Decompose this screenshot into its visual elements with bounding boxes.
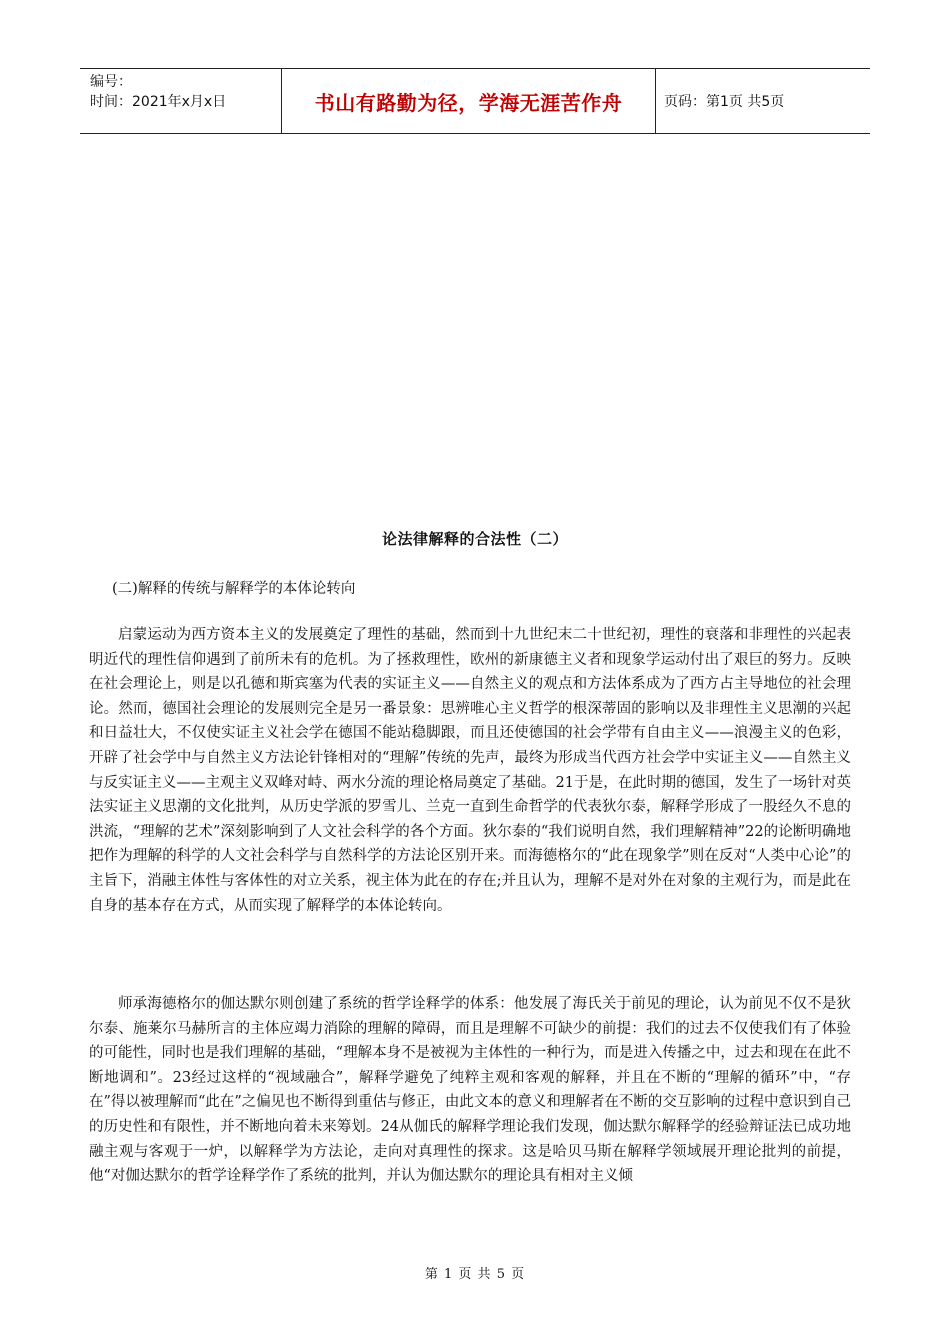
number-label: 编号： <box>90 74 132 90</box>
document-title: 论法律解释的合法性（二） <box>381 530 568 548</box>
section-subheading: (二)解释的传统与解释学的本体论转向 <box>112 581 356 597</box>
page-header <box>80 68 870 134</box>
header-motto-cell <box>282 69 656 133</box>
time-label: 时间：2021年x月x日 <box>90 94 227 110</box>
header-meta <box>80 69 282 133</box>
body-paragraph-1: 启蒙运动为西方资本主义的发展奠定了理性的基础，然而到十九世纪末二十世纪初，理性的衰落和非理性的兴起表明近代的理性信仰遇到了前所未有的危机。为了拯救理性，欧州的新康德主义者和现象学运动付出了艰巨的努力。反映在社会理论上，则是以孔德和斯宾塞为代表的实证主义——自然主义的观点和方法体系成为了西方占主导地位的社会理论。然而，德国社会理论的发展则完全是另一番景象：思辨唯心主义哲学的根深蒂固的影响以及非理性主义思潮的兴起和日益壮大，不仅使实证主义社会学在德国不能站稳脚跟，而且还使德国的社会学带有自由主义——浪漫主义的色彩，开辟了社会学中与自然主义方法论针锋相对的“理解”传统的先声，最终为形成当代西方社会学中实证主义——自然主义与反实证主义——主观主义双峰对峙、两水分流的理论格局奠定了基础。21于是，在此时期的德国，发生了一场针对英法实证主义思潮的文化批判，从历史学派的罗雪儿、兰克一直到生命哲学的代表狄尔泰，解释学形成了一股经久不息的洪流，“理解的艺术”深刻影响到了人文社会科学的各个方面。狄尔泰的“我们说明自然，我们理解精神”22的论断明确地把作为理解的科学的人文社会科学与自然科学的方法论区别开来。而海德格尔的“此在现象学”则在反对“人类中心论”的主旨下，消融主体性与客体性的对立关系，视主体为此在的存在;并且认为，理解不是对外在对象的主观行为，而是此在自身的基本存在方式，从而实现了解释学的本体论转向。 <box>89 627 851 914</box>
body-paragraph-2: 师承海德格尔的伽达默尔则创建了系统的哲学诠释学的体系：他发展了海氏关于前见的理论，认为前见不仅不是狄尔泰、施莱尔马赫所言的主体应竭力消除的理解的障碍，而且是理解不可缺少的前提：我们的过去不仅使我们有了体验的可能性，同时也是我们理解的基础，“理解本身不是被视为主体性的一种行为，而是进入传播之中，过去和现在在此不断地调和”。23经过这样的“视域融合”，解释学避免了纯粹主观和客观的解释，并且在不断的“理解的循环”中，“存在”得以被理解而“此在”之偏见也不断得到重估与修正，由此文本的意义和理解者在不断的交互影响的过程中意识到自己的历史性和有限性，并不断地向着未来筹划。24从伽氏的解释学理论我们发现，伽达默尔解释学的经验辩证法已成功地融主观与客观于一炉，以解释学为方法论，走向对真理性的探求。这是哈贝马斯在解释学领域展开理论批判的前提，他“对伽达默尔的哲学诠释学作了系统的批判，并认为伽达默尔的理论具有相对主义倾 <box>89 996 851 1185</box>
header-motto: 书山有路勤为径，学海无涯苦作舟 <box>314 90 623 115</box>
page-footer: 第 1 页 共 5 页 <box>424 1267 526 1282</box>
header-page-info: 页码：第1页 共5页 <box>664 94 785 110</box>
header-page-info-cell <box>656 69 870 133</box>
